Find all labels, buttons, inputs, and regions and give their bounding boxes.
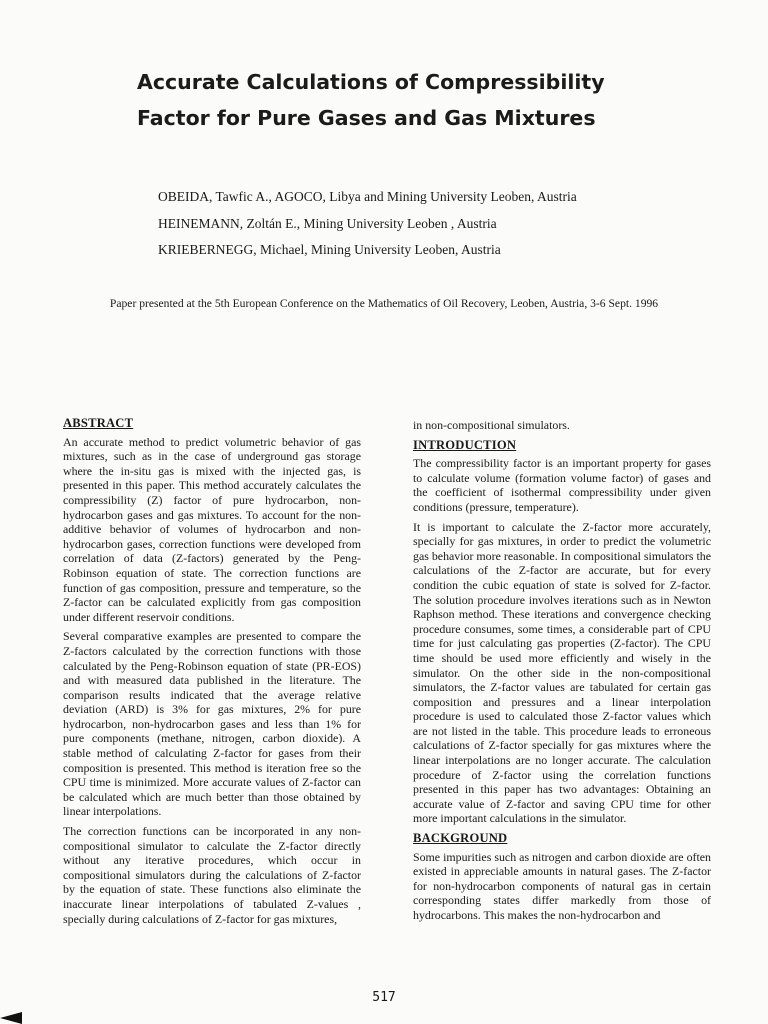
page-number: 517 [372, 990, 396, 1005]
abstract-continuation: in non-compositional simulators. [413, 418, 570, 432]
author-line: KRIEBERNEGG, Michael, Mining University Leoben, Austria [158, 242, 501, 257]
abstract-heading: ABSTRACT [63, 416, 134, 430]
title-line-2: Factor for Pure Gases and Gas Mixtures [137, 106, 596, 130]
left-column [63, 416, 361, 931]
right-column [413, 418, 711, 928]
conference-note: Paper presented at the 5th European Conference on the Mathematics of Oil Recovery, Leoben, Austria, 3-6 Sept. 1996 [109, 297, 659, 310]
title-line-1: Accurate Calculations of Compressibility [137, 70, 605, 94]
introduction-heading: INTRODUCTION [413, 437, 517, 452]
author-list [158, 184, 678, 264]
author-line: HEINEMANN, Zoltán E., Mining University Leoben , Austria [158, 215, 497, 231]
abstract-paragraph: The correction functions can be incorporated in any non-compositional simulator to calculate the Z-factor directly without any iterative procedures, which occur in compositional simulators during the calculations of Z-factor by the equation of state. These functions also eliminate the inaccurate linear interpolations of tabulated Z-values , specially during calculations of Z-factor for gas mixtures, [63, 824, 361, 926]
author-line: OBEIDA, Tawfic A., AGOCO, Libya and Mining University Leoben, Austria [158, 189, 577, 204]
paper-title [0, 64, 768, 136]
introduction-paragraph: It is important to calculate the Z-factor more accurately, specially for gas mixtures, in order to predict the volumetric gas behavior more reasonable. In compositional simulators the calculations of the Z-factor are accurate, but for every condition the cubic equation of state is solved for Z-factor. The solution procedure involves iterations such as in Newton Raphson method. These iterations and convergence checking procedure consumes, some times, a considerable part of CPU time for just calculating gas properties (Z-factor). The CPU time should be used more efficiently and wisely in the simulator. On the other side in the non-compositional simulators, the Z-factor values are tabulated for certain gas composition and pressures and a linear interpolation procedure is used to calculated those Z-factor values which are not listed in the table. This procedure leads to erroneous calculations of Z-factor specially for gas mixtures where the linear interpolations are no longer accurate. The calculation procedure of Z-factor using the correlation functions presented in this paper has two advantages: Obtaining an accurate value of Z-factor and saving CPU time for other more important calculations in the simulator. [413, 519, 711, 826]
background-paragraph: Some impurities such as nitrogen and carbon dioxide are often existed in appreciable amounts in natural gases. The Z-factor for non-hydrocarbon components of natural gas in certain corresponding states differ markedly from those of hydrocarbons. This makes the non-hydrocarbon and [413, 849, 711, 922]
abstract-paragraph: Several comparative examples are presented to compare the Z-factors calculated by the correction functions with those calculated by the Peng-Robinson equation of state (PR-EOS) and with measured data published in the literature. The comparison results indicated that the average relative deviation (ARD) is 3% for gas mixtures, 2% for pure hydrocarbon, non-hydrocarbon gases and less than 1% for pure components (methane, nitrogen, carbon dioxide). A stable method of calculating Z-factor for gases from their composition is presented. This method is iteration free so the CPU time is minimized. More accurate values of Z-factor can be calculated which are much better than those obtained by linear interpolations. [63, 629, 361, 819]
background-heading: BACKGROUND [413, 831, 508, 846]
scan-edge-mark [0, 1012, 22, 1024]
introduction-paragraph: The compressibility factor is an important property for gases to calculate volume (formation volume factor) of gases and the coefficient of isothermal compressibility under given conditions (pressure, temperature). [413, 456, 711, 514]
abstract-paragraph: An accurate method to predict volumetric behavior of gas mixtures, such as in the case of underground gas storage where the in-situ gas is mixed with the injected gas, is presented in this paper. This method accurately calculates the compressibility (Z) factor of pure hydrocarbon, non-hydrocarbon gases and gas mixtures. To account for the non-additive behavior of volumes of hydrocarbon and non-hydrocarbon gases, correction functions were developed from correlation of data (Z-factors) generated by the Peng-Robinson equation of state. The correction functions are function of gas composition, pressure and temperature, so the Z-factor can be calculated explicitly from gas composition under different reservoir conditions. [63, 434, 361, 624]
